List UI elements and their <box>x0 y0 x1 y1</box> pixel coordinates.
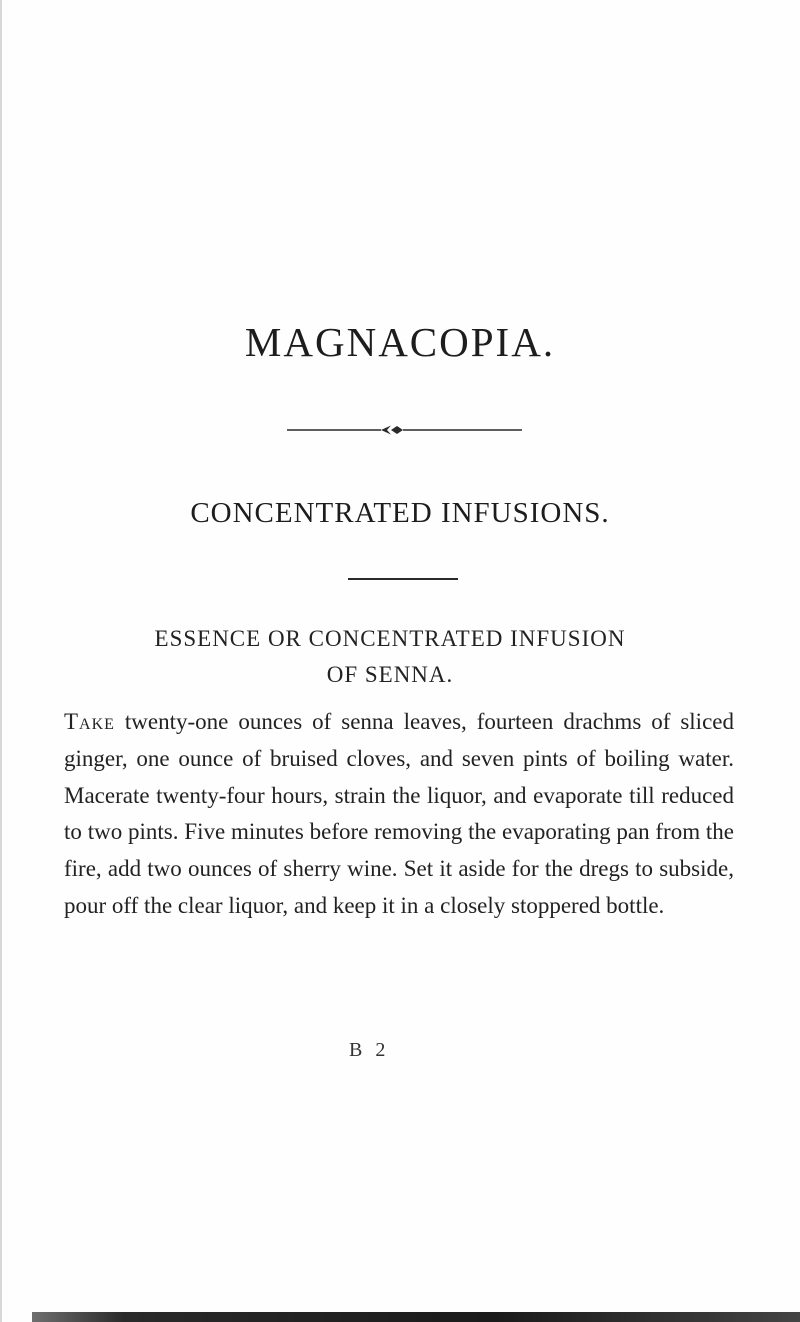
recipe-paragraph <box>64 704 734 925</box>
page-bottom-edge <box>32 1312 800 1322</box>
ornament-divider-icon <box>287 424 522 436</box>
page-title: MAGNACOPIA. <box>244 319 556 365</box>
section-title: CONCENTRATED INFUSIONS. <box>190 497 610 529</box>
section-divider <box>348 578 458 580</box>
signature-mark: B 2 <box>349 1039 390 1061</box>
subsection-title-line-2: OF SENNA. <box>326 662 454 687</box>
lead-word: Take <box>64 709 115 734</box>
page-left-edge <box>0 0 2 1322</box>
subsection-title-line-1: ESSENCE OR CONCENTRATED INFUSION <box>154 626 626 651</box>
recipe-text: twenty-one ounces of senna leaves, fourteen drachms of sliced ginger, one ounce of bruised cloves, and seven pints of boiling water. Macerate twenty-four hours, strain the liquor, and evaporate till reduced to two pints. Five minutes before removing the evaporating pan from the fire, add two ounces of sherry wine. Set it aside for the dregs to subside, pour off the clear liquor, and keep it in a closely stoppered bottle. <box>64 709 734 918</box>
subsection-title <box>40 621 740 693</box>
